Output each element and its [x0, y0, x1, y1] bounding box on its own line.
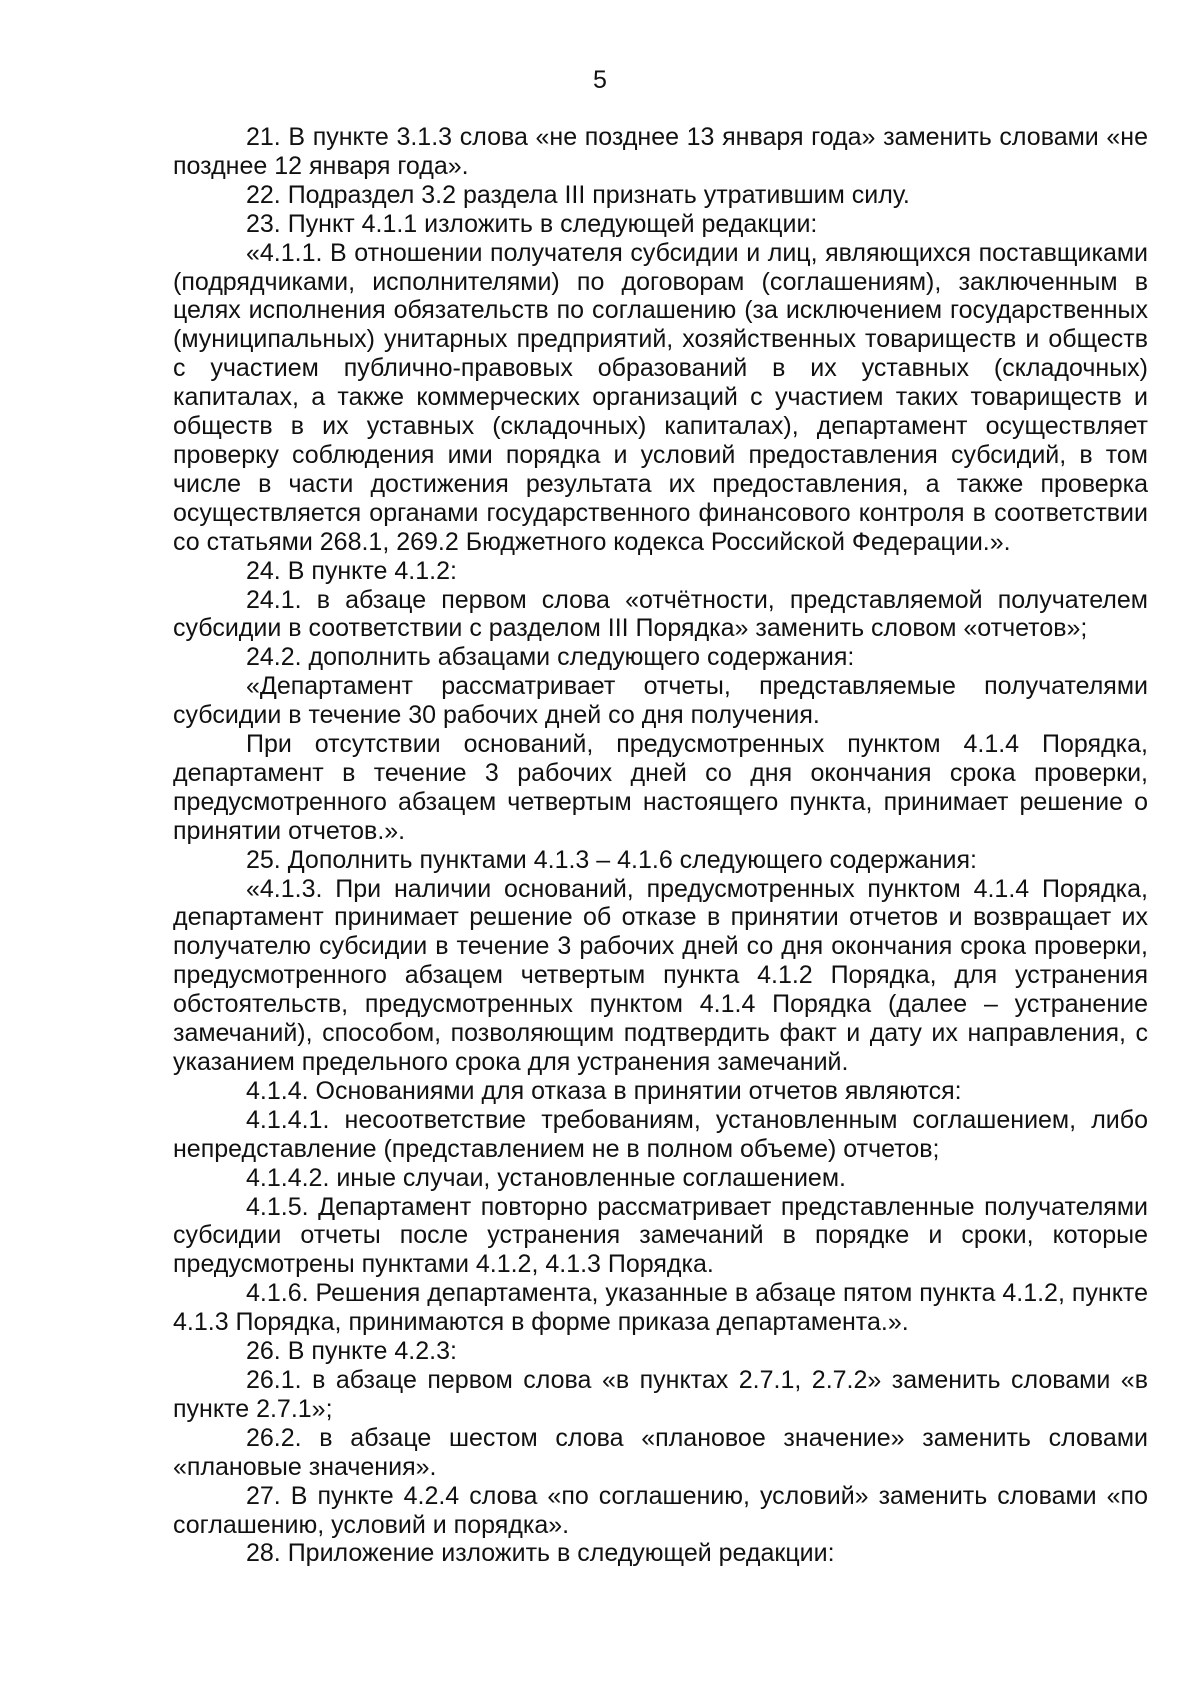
- paragraph-4-1-4: 4.1.4. Основаниями для отказа в принятии отчетов являются:: [246, 1076, 962, 1105]
- paragraph-26-2: 26.2. в абзаце шестом слова «плановое значение» заменить словами «плановые значения».: [173, 1423, 1148, 1481]
- paragraph-4-1-1: «4.1.1. В отношении получателя субсидии и лиц, являющихся поставщиками (подрядчиками, исполнителями) по договорам (соглашениям), заключенным в целях исполнения обязательств по соглашению (за исключением государственных (муниципальных) унитарных предприятий, хозяйственных товариществ и обществ с участием публично-правовых образований в их уставных (складочных) капиталах, а также коммерческих организаций с участием таких товариществ и обществ в их уставных (складочных) капиталах), департамент осуществляет проверку соблюдения ими порядка и условий предоставления субсидий, в том числе в части достижения результата их предоставления, а также проверка осуществляется органами государственного финансового контроля в соответствии со статьями 268.1, 269.2 Бюджетного кодекса Российской Федерации.».: [173, 238, 1148, 556]
- paragraph-24-1: 24.1. в абзаце первом слова «отчётности, представляемой получателем субсидии в соответствии с разделом III Порядка» заменить словом «отчетов»;: [173, 585, 1148, 643]
- document-body: [173, 123, 1148, 1568]
- paragraph-department-review: «Департамент рассматривает отчеты, представляемые получателями субсидии в течение 30 рабочих дней со дня получения.: [173, 672, 1148, 730]
- paragraph-25: 25. Дополнить пунктами 4.1.3 – 4.1.6 следующего содержания:: [246, 845, 977, 874]
- paragraph-4-1-3: «4.1.3. При наличии оснований, предусмотренных пунктом 4.1.4 Порядка, департамент принимает решение об отказе в принятии отчетов и возвращает их получателю субсидии в течение 3 рабочих дней со дня окончания срока проверки, предусмотренного абзацем четвертым пункта 4.1.2 Порядка, для устранения обстоятельств, предусмотренных пунктом 4.1.4 Порядка (далее – устранение замечаний), способом, позволяющим подтвердить факт и дату их направления, с указанием предельного срока для устранения замечаний.: [173, 874, 1148, 1076]
- paragraph-27: 27. В пункте 4.2.4 слова «по соглашению, условий» заменить словами «по соглашению, условий и порядка».: [173, 1481, 1148, 1539]
- paragraph-22: 22. Подраздел 3.2 раздела III признать утратившим силу.: [246, 180, 910, 209]
- paragraph-28: 28. Приложение изложить в следующей редакции:: [246, 1539, 835, 1568]
- paragraph-26: 26. В пункте 4.2.3:: [246, 1337, 457, 1366]
- paragraph-26-1: 26.1. в абзаце первом слова «в пунктах 2.7.1, 2.7.2» заменить словами «в пункте 2.7.1»;: [173, 1365, 1148, 1423]
- paragraph-24: 24. В пункте 4.1.2:: [246, 556, 457, 585]
- paragraph-no-grounds: При отсутствии оснований, предусмотренных пунктом 4.1.4 Порядка, департамент в течение 3 рабочих дней со дня окончания срока проверки, предусмотренного абзацем четвертым настоящего пункта, принимает решение о принятии отчетов.».: [173, 730, 1148, 845]
- paragraph-4-1-4-1: 4.1.4.1. несоответствие требованиям, установленным соглашением, либо непредставление (представлением не в полном объеме) отчетов;: [173, 1105, 1148, 1163]
- paragraph-4-1-5: 4.1.5. Департамент повторно рассматривает представленные получателями субсидии отчеты после устранения замечаний в порядке и сроки, которые предусмотрены пунктами 4.1.2, 4.1.3 Порядка.: [173, 1192, 1148, 1279]
- paragraph-23: 23. Пункт 4.1.1 изложить в следующей редакции:: [246, 209, 818, 238]
- paragraph-21: 21. В пункте 3.1.3 слова «не позднее 13 января года» заменить словами «не позднее 12 января года».: [173, 123, 1148, 180]
- page-number: 5: [593, 66, 607, 94]
- paragraph-24-2: 24.2. дополнить абзацами следующего содержания:: [246, 643, 855, 672]
- paragraph-4-1-6: 4.1.6. Решения департамента, указанные в абзаце пятом пункта 4.1.2, пункте 4.1.3 Порядка, принимаются в форме приказа департамента.».: [173, 1279, 1148, 1337]
- paragraph-4-1-4-2: 4.1.4.2. иные случаи, установленные соглашением.: [246, 1163, 846, 1192]
